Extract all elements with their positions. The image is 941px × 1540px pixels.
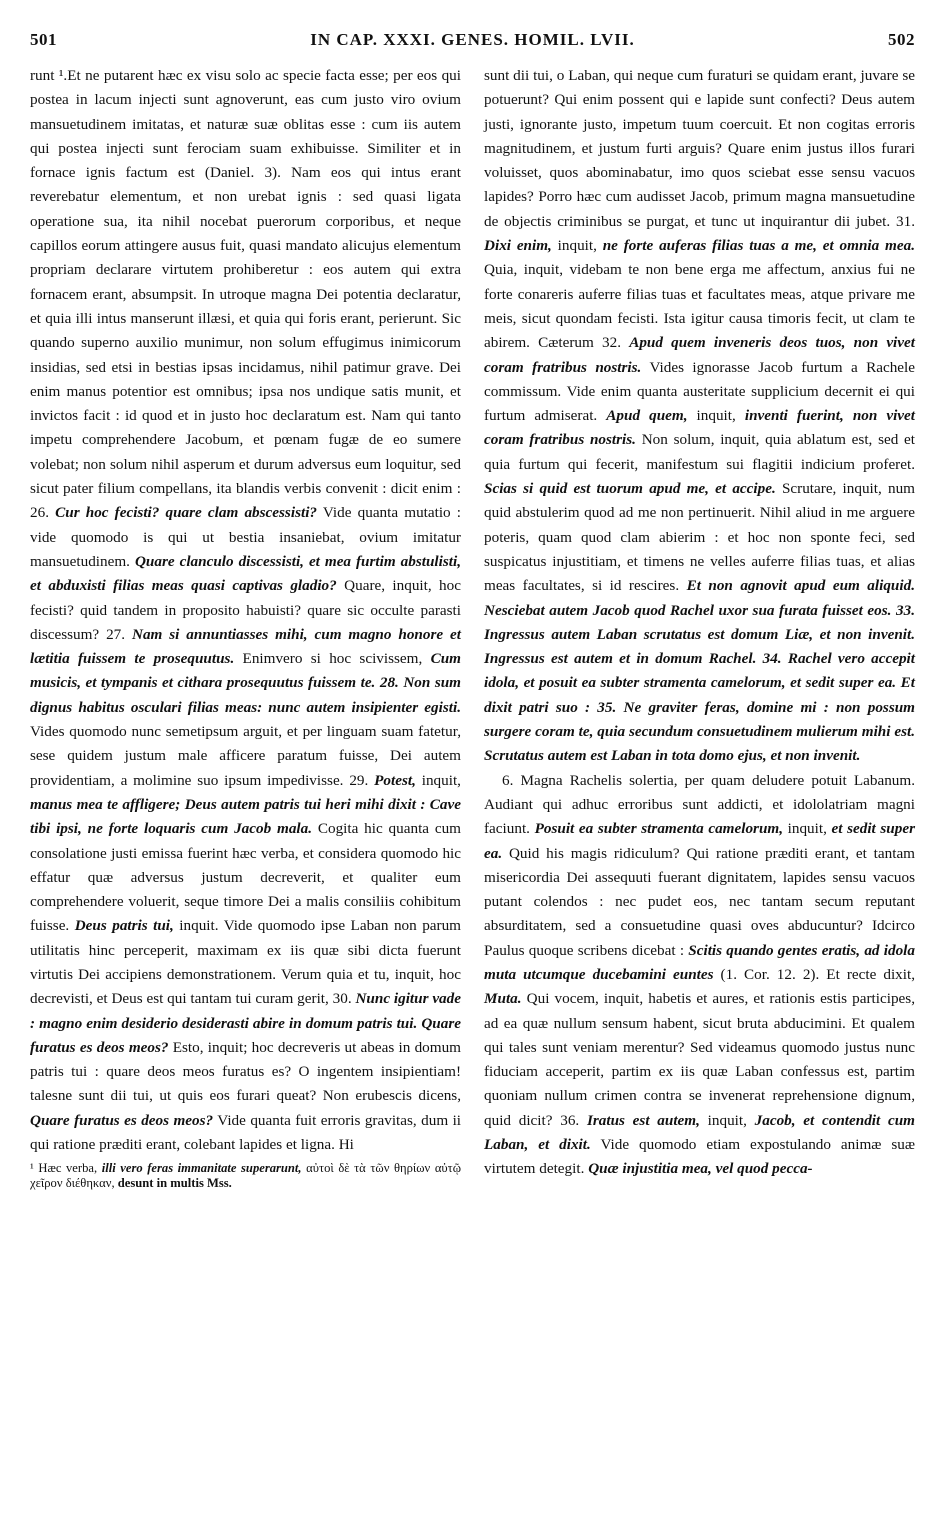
scripture-quote: Apud quem inveneris deos tuos, non vivet coram fratribus nostris. — [484, 334, 915, 376]
left-column-text — [30, 64, 461, 1157]
body-text-run: inquit, — [415, 771, 461, 789]
body-text-run: Esto, inquit; hoc decreveris ut abeas in domum patris tui : quare deos meos furatus es? O ingentem insipientiam! talesne sunt dii tui, ut quis eos furari queat? Non erubescis dicens, — [30, 1038, 461, 1105]
scripture-quote: Iratus est autem, — [586, 1111, 700, 1129]
body-text-run: inquit. Vide quomodo ipse Laban non parum utilitatis hinc perceperit, maximam ex iis quæ sibi dicta fuerunt virtutis Dei accipiens demonstrationem. Verum quia et tu, inquit, hoc decrevisti, et Deus est qui tantam tui curam gerit, 30. — [30, 917, 461, 1008]
footnote-italic: illi vero feras immanitate superarunt, — [101, 1161, 302, 1176]
body-text-run: Vide quanta fuit erroris gravitas, dum ii qui ratione præditi erant, colebant lapides et ligna. Hi — [30, 1111, 462, 1154]
body-text-run: Vide quomodo etiam expostulando animæ suæ virtutem detegit. — [484, 1136, 915, 1178]
scripture-quote: Nunc igitur vade : magno enim desiderio desiderasti abire in domum patris tui. Quare furatus es deos meos? — [30, 990, 461, 1056]
left-page-number: 501 — [30, 30, 57, 49]
scripture-quote: Quæ injustitia mea, vel quod pecca- — [588, 1160, 813, 1178]
body-text-run: inquit, — [699, 1111, 755, 1129]
body-text-run: Qui vocem, inquit, habetis et aures, et rationis estis participes, ad ea quæ nullum sensum habent, sicut bruta abducimini. Et qualem qui tales sunt veniam merentur? Sed videamus quomodo justus nunc fiduciam acceperit, partim ex iis quæ Laban confessus est, partim quoniam nullum crimen contra se invenerat reprehensione dignum, quid dicit? 36. — [484, 990, 915, 1129]
scripture-quote: Dixi enim, — [484, 237, 552, 255]
body-text-run: Vide quanta mutatio : vide quomodo is qui ut bestia insaniebat, ovium imitatur mansuetudinem. — [30, 504, 462, 570]
page-header — [30, 30, 915, 64]
scripture-quote: Jacob, et contendit cum Laban, et dixit. — [484, 1111, 915, 1154]
scripture-quote: inventi fuerint, non vivet coram fratribus nostris. — [484, 407, 916, 449]
scripture-quote: Quare furatus es deos meos? — [30, 1111, 214, 1129]
scripture-quote: Deus patris tui, — [74, 917, 174, 935]
text-columns — [30, 64, 915, 1191]
body-text-run: (1. Cor. 12. 2). Et recte dixit, — [713, 965, 915, 983]
left-column — [30, 64, 461, 1191]
body-text-run: Vides quomodo nunc semetipsum arguit, et per linguam suam fatetur, sese quidem justum male afficere paratum fuisse, Dei autem providentiam, a molimine suo ipsum impedivisse. 29. — [30, 723, 461, 789]
right-column — [484, 64, 915, 1191]
scripture-quote: Potest, — [374, 771, 416, 789]
body-text-run: sunt dii tui, o Laban, qui neque cum furaturi se quidam erant, juvare se potuerunt? Qui enim possent qui e lapide sunt confecti? Deus autem justi, ignorante justo, impetum tuum coercuit. Et non cogitas erroris magnitudinem, et justum furti arguis? Quare enim justus illos furari voluisset, quos abominabatur, imo quos sciebat esse sensu vacuos lapides? Porro hæc cum audisset Jacob, primum magna mansuetudine de objectis criminibus se purgat, et tunc ut inquirantur dii jubet. 31. — [484, 67, 915, 230]
scripture-quote: Et non agnovit apud eum aliquid. Nesciebat autem Jacob quod Rachel uxor sua furata fuisset eos. 33. Ingressus autem Laban scrutatus est domum Liæ, et non invenit. Ingressus est autem et in domum Rachel. 34. Rachel vero accepit idola, et posuit ea subter stramenta camelorum, et sedit super ea. Et dixit patri suo : 35. Ne graviter feras, domine mi : non possum surgere coram te, quia secundum consuetudinem mulierum mihi est. Scrutatus autem est Laban in tota domo ejus, et non invenit. — [484, 577, 915, 765]
running-title: IN CAP. XXXI. GENES. HOMIL. LVII. — [310, 30, 635, 49]
body-text-run: Non solum, inquit, quia ablatum est, sed et quia furtum qui fecerit, manifestum sui flagitii indicium proferet. — [484, 431, 915, 473]
scripture-quote: et sedit super ea. — [484, 820, 915, 862]
scripture-quote: manus mea te affligere; Deus autem patris tui heri mihi dixit : Cave tibi ipsi, ne forte loquaris cum Jacob mala. — [30, 795, 461, 838]
scripture-quote: Quare clanculo discessisti, et mea furtim abstulisti, et abduxisti filias meas quasi captivas gladio? — [30, 552, 461, 595]
scripture-quote: ne forte auferas filias tuas a me, et omnia mea. — [602, 237, 915, 255]
scripture-quote: Apud quem, — [606, 407, 688, 425]
scripture-quote: Cum musicis, et tympanis et cithara prosequutus fuissem te. 28. Non sum dignus habitus osculari filias meas: nunc autem insipienter egisti. — [30, 650, 461, 716]
body-text-run: Enimvero si hoc scivissem, — [234, 650, 431, 668]
body-text-run: Scrutare, inquit, num quid abstulerim quod ad me non pertinuerit. Nihil aliud in me arguere poteris, quam quod clam abierim : et hoc non sponte feci, sed suspicatus injustitiam, et timens ne velles auferre filias tuas, et alias meas facultates, si id rescires. — [484, 480, 915, 595]
scripture-quote: Scias si quid est tuorum apud me, et accipe. — [484, 480, 776, 498]
scripture-quote: Muta. — [484, 990, 522, 1008]
body-text-run: Cogita hic quanta cum consolatione justi emissa fuerint hæc verba, et considera quomodo hic effatur quæ adversus justum decreverit, et qualiter eum comprehendere voluerit, seque timore Dei a malis consiliis cohibitum fuisse. — [30, 820, 461, 935]
body-text-run: Quia, inquit, videbam te non bene erga me affectum, anxius fui ne forte conareris auferre filias tuas et facultates meas, atque privare me meis, sicut quondam fecisti. Ista igitur causa timoris fecit, ut clam te abirem. Cæterum 32. — [484, 261, 915, 352]
footnote-greek: αὐτοὶ δὲ τὰ τῶν θηρίων αὐτῷ χεῖρον διέθηκαν, — [30, 1161, 462, 1191]
footnote-prefix: ¹ Hæc verba, — [30, 1161, 102, 1176]
body-text-run: 6. Magna Rachelis solertia, per quam deludere potuit Labanum. Audiant qui adhuc erroribus sunt addicti, et idololatriam magni faciunt. — [484, 771, 915, 838]
scripture-quote: Cur hoc fecisti? quare clam abscessisti? — [55, 504, 318, 522]
body-text-run: inquit, — [551, 237, 603, 255]
body-text-run: inquit, — [783, 820, 832, 838]
right-column-paragraph-1 — [484, 64, 915, 769]
body-text-run: inquit, — [687, 407, 745, 425]
right-page-number: 502 — [888, 30, 915, 49]
body-text-run: Quare, inquit, hoc fecisti? quid tandem in proposito habuisti? quare sic occulte parasti discessum? 27. — [30, 577, 461, 643]
scripture-quote: Nam si annuntiasses mihi, cum magno honore et lætitia fuissem te prosequutus. — [30, 625, 461, 668]
scripture-quote: Posuit ea subter stramenta camelorum, — [534, 820, 784, 838]
body-text-run: Vides ignorasse Jacob furtum a Rachele commissum. Vide enim quanta austeritate supplicium decernit ei qui furtum admiserat. — [484, 358, 916, 425]
body-text-run: Quid his magis ridiculum? Qui ratione præditi erant, et tantam misericordia Dei assequuti fuerant dignitatem, lapides sensu vacuos putant colendos : nec pudet eos, nec tantam secum reputant absurditatem, sed a consuetudine quasi oves abducuntur? Idcirco Paulus quoque scribens dicebat : — [484, 844, 915, 959]
footnote-suffix: desunt in multis Mss. — [114, 1176, 232, 1191]
scripture-quote: Scitis quando gentes eratis, ad idola muta utcumque ducebamini euntes — [484, 941, 915, 983]
body-text-run: runt ¹.Et ne putarent hæc ex visu solo ac specie facta esse; per eos qui postea in lacum injecti sunt agnoverunt, eas cum justo viro ovium mansuetudinem imitatas, et naturæ suæ oblitas esse : cum iis autem qui postea injecti sunt ferociam suam exhibuisse. Similiter et in fornace ignis factum est (Daniel. 3). Nam eos qui intus erant reverebatur elementum, et non urebat ignis : sed quasi ligata operatione sua, ita nihil nocebat puerorum corporibus, et neque capillos eorum attingere ausus fuit, quasi mandato alicujus elementum propriam declarare virtutem prohiberetur : eos autem qui extra fornacem erant, absumpsit. In utroque magna Dei potentia declaratur, et quia illi intus manserunt illæsi, et quia qui foris erant, perierunt. Sic quando superno auxilio munimur, non solum effugimus inimicorum insidias, sed etsi in bestias ipsas incidamus, nihil patimur grave. Dei enim manus potentior est omnibus; ipsa nos undique satis munit, et invictos facit : id quod et in justo hoc declaratum est. Nam qui tanto impetu comprehendere Jacobum, et pœnam fugæ de eo sumere volebat; non solum nihil asperum et durum adversus eum loquitur, sed sicut pater filium compellans, ita blandis verbis convenit : dicit enim : 26. — [30, 67, 461, 522]
right-column-paragraph-2 — [484, 769, 915, 1182]
footnote — [30, 1161, 461, 1191]
